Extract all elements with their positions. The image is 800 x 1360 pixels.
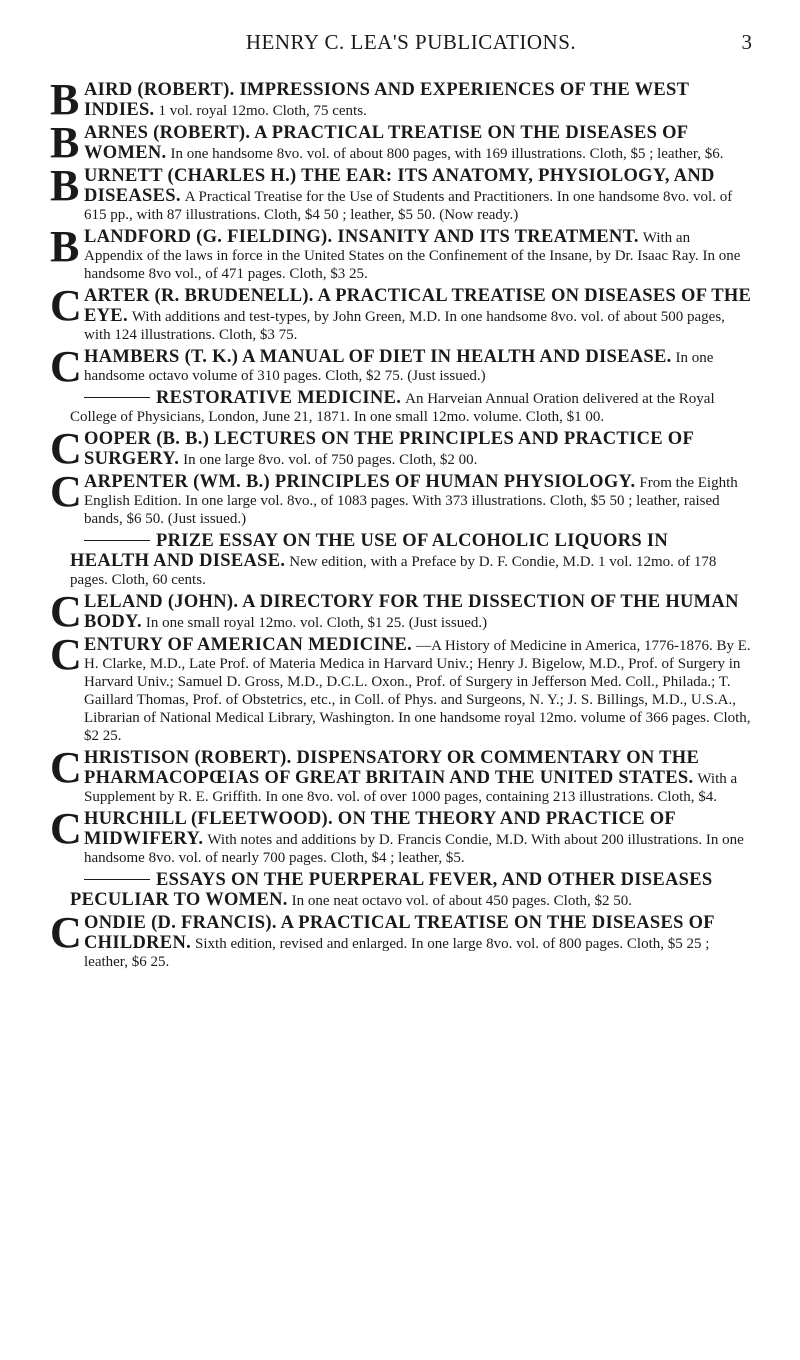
entry-description: With an Appendix of the laws in force in the United States on the Confinement of the Insane, by Dr. Isaac Ray. In one handsome 8vo vol., of 471 pages. Cloth, $3 25.	[84, 230, 741, 282]
catalog-entry	[50, 743, 752, 806]
entry-title: LANDFORD (G. FIELDING). INSANITY AND ITS TREATMENT.	[84, 227, 639, 247]
entry-description: In one handsome 8vo. vol. of about 800 pages, with 169 illustrations. Cloth, $5 ; leather, $6.	[170, 146, 724, 162]
entry-title: ENTURY OF AMERICAN MEDICINE.	[84, 635, 413, 655]
entry-title: HAMBERS (T. K.) A MANUAL OF DIET IN HEALTH AND DISEASE.	[84, 347, 672, 367]
catalog-entry	[50, 342, 752, 391]
entry-description: From the Eighth English Edition. In one large vol. 8vo., of 1083 pages. With 373 illustrations. Cloth, $5 50 ; leather, raised bands, $6 50. (Just issued.)	[84, 475, 738, 527]
entry-title: ARNES (ROBERT). A PRACTICAL TREATISE ON THE DISEASES OF WOMEN.	[84, 123, 688, 163]
catalog-entry	[50, 804, 752, 867]
entry-title: HURCHILL (FLEETWOOD). ON THE THEORY AND PRACTICE OF MIDWIFERY.	[84, 809, 676, 849]
entry-title: LELAND (JOHN). A DIRECTORY FOR THE DISSECTION OF THE HUMAN BODY.	[84, 592, 739, 632]
entry-description: Sixth edition, revised and enlarged. In one large 8vo. vol. of 800 pages. Cloth, $5 25 ; leather, $6 25.	[84, 936, 710, 970]
drop-cap: C	[50, 743, 82, 792]
drop-cap: C	[50, 342, 82, 391]
ditto-rule	[84, 879, 150, 880]
drop-cap: B	[50, 118, 80, 167]
running-title: HENRY C. LEA'S PUBLICATIONS.	[245, 30, 577, 54]
drop-cap: C	[50, 804, 82, 853]
catalog-entry	[50, 222, 752, 283]
entry-title: RESTORATIVE MEDICINE.	[156, 388, 402, 408]
entry-description: In one neat octavo vol. of about 450 pages. Cloth, $2 50.	[291, 893, 633, 909]
entry-description: In one large 8vo. vol. of 750 pages. Cloth, $2 00.	[183, 452, 478, 468]
catalog-subentry	[70, 531, 752, 589]
entry-description: With notes and additions by D. Francis Condie, M.D. With about 200 illustrations. In one handsome 8vo. vol. of nearly 700 pages. Cloth, $4 ; leather, $5.	[84, 832, 744, 866]
entry-title: HRISTISON (ROBERT). DISPENSATORY OR COMMENTARY ON THE PHARMACOPŒIAS OF GREAT BRITAIN AND THE UNITED STATES.	[84, 748, 700, 788]
entry-description: New edition, with a Preface by D. F. Condie, M.D. 1 vol. 12mo. of 178 pages. Cloth, 60 cents.	[70, 554, 717, 588]
drop-cap: C	[50, 467, 82, 516]
entry-description: —A History of Medicine in America, 1776-1876. By E. H. Clarke, M.D., Late Prof. of Materia Medica in Harvard Univ.; Henry J. Bigelow, M.D., Prof. of Surgery in Harvard Univ.; Samuel D. Gross, M.D., D.C.L. Oxon., Prof. of Surgery in Jefferson Med. Coll., Philada.; T. Gaillard Thomas, Prof. of Obstetrics, etc., in Coll. of Phys. and Surgeons, N. Y.; J. S. Billings, M.D., U.S.A., Librarian of National Medical Library, Washington. In one handsome royal 12mo. volume of 366 pages. Cloth, $2 25.	[84, 638, 751, 744]
entry-description: A Practical Treatise for the Use of Students and Practitioners. In one handsome 8vo. vol. of 615 pp., with 87 illustrations. Cloth, $4 50 ; leather, $5 50. (Now ready.)	[84, 189, 733, 223]
entry-description: With additions and test-types, by John Green, M.D. In one handsome 8vo. vol. of about 500 pages, with 124 illustrations. Cloth, $3 75.	[84, 309, 725, 343]
drop-cap: C	[50, 630, 82, 679]
ditto-rule	[84, 397, 150, 398]
catalog-entry	[50, 75, 752, 124]
drop-cap: B	[50, 75, 80, 124]
entry-title: PRIZE ESSAY ON THE USE OF ALCOHOLIC LIQUORS IN HEALTH AND DISEASE.	[70, 531, 669, 571]
entry-title: ESSAYS ON THE PUERPERAL FEVER, AND OTHER DISEASES PECULIAR TO WOMEN.	[70, 870, 713, 910]
catalog-entry	[50, 467, 752, 528]
catalog-entry	[50, 281, 752, 344]
catalog-entry	[50, 587, 752, 636]
entry-title: ARPENTER (WM. B.) PRINCIPLES OF HUMAN PHYSIOLOGY.	[84, 472, 636, 492]
catalog-entry	[50, 908, 752, 971]
entry-description: With a Supplement by R. E. Griffith. In one 8vo. vol. of over 1000 pages, containing 213 illustrations. Cloth, $4.	[84, 771, 738, 805]
entry-description: In one handsome octavo volume of 310 pages. Cloth, $2 75. (Just issued.)	[84, 350, 714, 384]
entry-title: ARTER (R. BRUDENELL). A PRACTICAL TREATISE ON DISEASES OF THE EYE.	[84, 286, 752, 326]
entry-title: ONDIE (D. FRANCIS). A PRACTICAL TREATISE ON THE DISEASES OF CHILDREN.	[84, 913, 715, 953]
catalog-entry	[50, 118, 752, 167]
entry-title: URNETT (CHARLES H.) THE EAR: ITS ANATOMY, PHYSIOLOGY, AND DISEASES.	[84, 166, 715, 206]
page-number: 3	[741, 30, 752, 54]
catalog-entry	[50, 424, 752, 473]
page-header	[70, 0, 752, 62]
entry-description: 1 vol. royal 12mo. Cloth, 75 cents.	[158, 103, 367, 119]
catalog-entry	[50, 161, 752, 224]
catalog-subentry	[70, 870, 752, 910]
catalog-subentry	[70, 388, 752, 426]
ditto-rule	[84, 540, 150, 541]
drop-cap: C	[50, 908, 82, 957]
catalog-entries	[50, 75, 752, 974]
entry-title: AIRD (ROBERT). IMPRESSIONS AND EXPERIENCES OF THE WEST INDIES.	[84, 80, 689, 120]
catalog-entry	[50, 630, 752, 745]
drop-cap: C	[50, 281, 82, 330]
entry-title: OOPER (B. B.) LECTURES ON THE PRINCIPLES AND PRACTICE OF SURGERY.	[84, 429, 694, 469]
drop-cap: B	[50, 161, 80, 210]
drop-cap: C	[50, 587, 82, 636]
drop-cap: B	[50, 222, 80, 271]
drop-cap: C	[50, 424, 82, 473]
entry-description: An Harveian Annual Oration delivered at the Royal College of Physicians, London, June 21, 1871. In one small 12mo. volume. Cloth, $1 00.	[70, 391, 715, 425]
entry-description: In one small royal 12mo. vol. Cloth, $1 25. (Just issued.)	[145, 615, 488, 631]
